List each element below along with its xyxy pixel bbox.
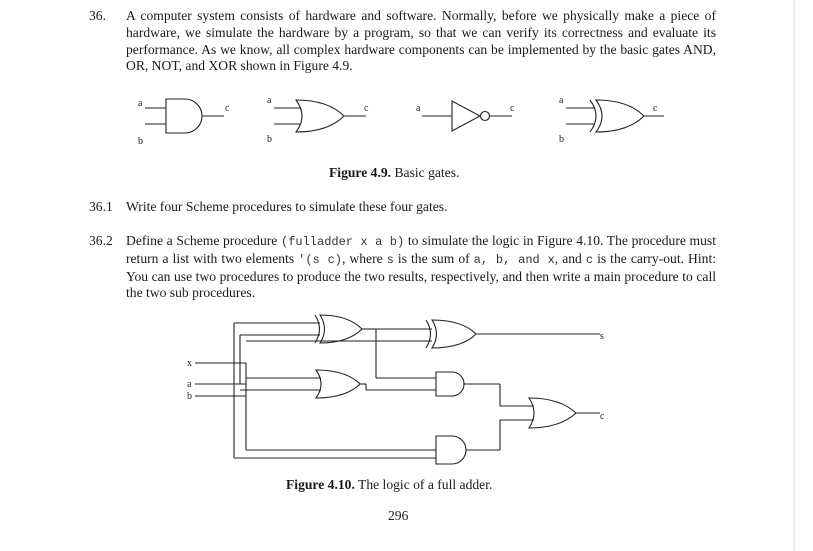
input-a-label: a [187, 379, 192, 390]
inputs-code: a, b, and x [473, 252, 555, 267]
q36-2-text-part: , where [342, 250, 387, 266]
q36-2-text-part: is the carry-out. Hint: You can use two procedures to produce the two results, respectively, and then write a main procedure to call the two sub procedures. [126, 250, 716, 301]
question-36-text: A computer system consists of hardware and software. Normally, before we physically make a piece of hardware, we simulate the hardware by a program, so that we can verify its correctness and evaluate its performance. As we know, all complex hardware components can be implemented by the basic gates AND, OR, NOT, and XOR shown in Figure 4.9. [126, 8, 716, 74]
input-b-label: b [187, 391, 192, 402]
figure-4-10-caption [286, 477, 492, 493]
not-output-c-label: c [510, 103, 515, 114]
output-s-label: s [600, 331, 604, 342]
xor-input-b-label: b [559, 134, 564, 145]
and-input-a-label: a [138, 98, 143, 109]
and-gate-1 [360, 372, 534, 406]
xor-gate [566, 100, 664, 132]
sum-var-code: s [386, 252, 394, 267]
question-number-36-2: 36.2 [89, 233, 113, 248]
xor-gate-2 [246, 320, 600, 348]
question-36-2-text [126, 233, 716, 302]
or-input-b-label: b [267, 134, 272, 145]
and-gate-2 [234, 396, 534, 464]
figure-4-10-label: Figure 4.10. [286, 477, 355, 492]
xor-output-c-label: c [653, 103, 658, 114]
figure-4-10-full-adder [175, 305, 615, 473]
figure-4-10-title: The logic of a full adder. [358, 477, 493, 492]
scan-edge-shadow [793, 0, 795, 551]
page-number: 296 [388, 508, 409, 523]
and-gate [145, 99, 224, 133]
result-list-code: '(s c) [298, 252, 342, 267]
output-c-label: c [600, 411, 605, 422]
figure-4-9-title: Basic gates. [394, 165, 460, 180]
and-output-c-label: c [225, 103, 230, 114]
figure-4-9-caption [329, 165, 459, 181]
or-output-c-label: c [364, 103, 369, 114]
xor-gate-1 [234, 315, 376, 378]
or-gate [274, 100, 366, 132]
q36-2-text-part: is the sum of [393, 250, 474, 266]
carry-var-code: c [585, 252, 594, 267]
q36-2-text-part: to simulate the logic in Figure 4.10. The procedure must return a list with two elements [126, 233, 716, 266]
figure-4-9-basic-gates [125, 90, 665, 150]
figure-4-9-label: Figure 4.9. [329, 165, 392, 180]
question-36-1-text: Write four Scheme procedures to simulate these four gates. [126, 199, 448, 214]
and-input-b-label: b [138, 136, 143, 147]
or-gate-carry [529, 398, 600, 428]
question-number-36: 36. [89, 8, 106, 23]
not-gate [422, 101, 512, 131]
or-input-a-label: a [267, 95, 272, 106]
or-gate-1 [240, 370, 360, 398]
q36-2-text-part: Define a Scheme procedure [126, 233, 281, 248]
question-number-36-1: 36.1 [89, 199, 113, 214]
fulladder-signature-code: (fulladder x a b) [281, 235, 405, 249]
xor-input-a-label: a [559, 95, 564, 106]
input-x-label: x [187, 358, 192, 369]
not-input-a-label: a [416, 103, 421, 114]
q36-2-text-part: , and [554, 250, 586, 266]
